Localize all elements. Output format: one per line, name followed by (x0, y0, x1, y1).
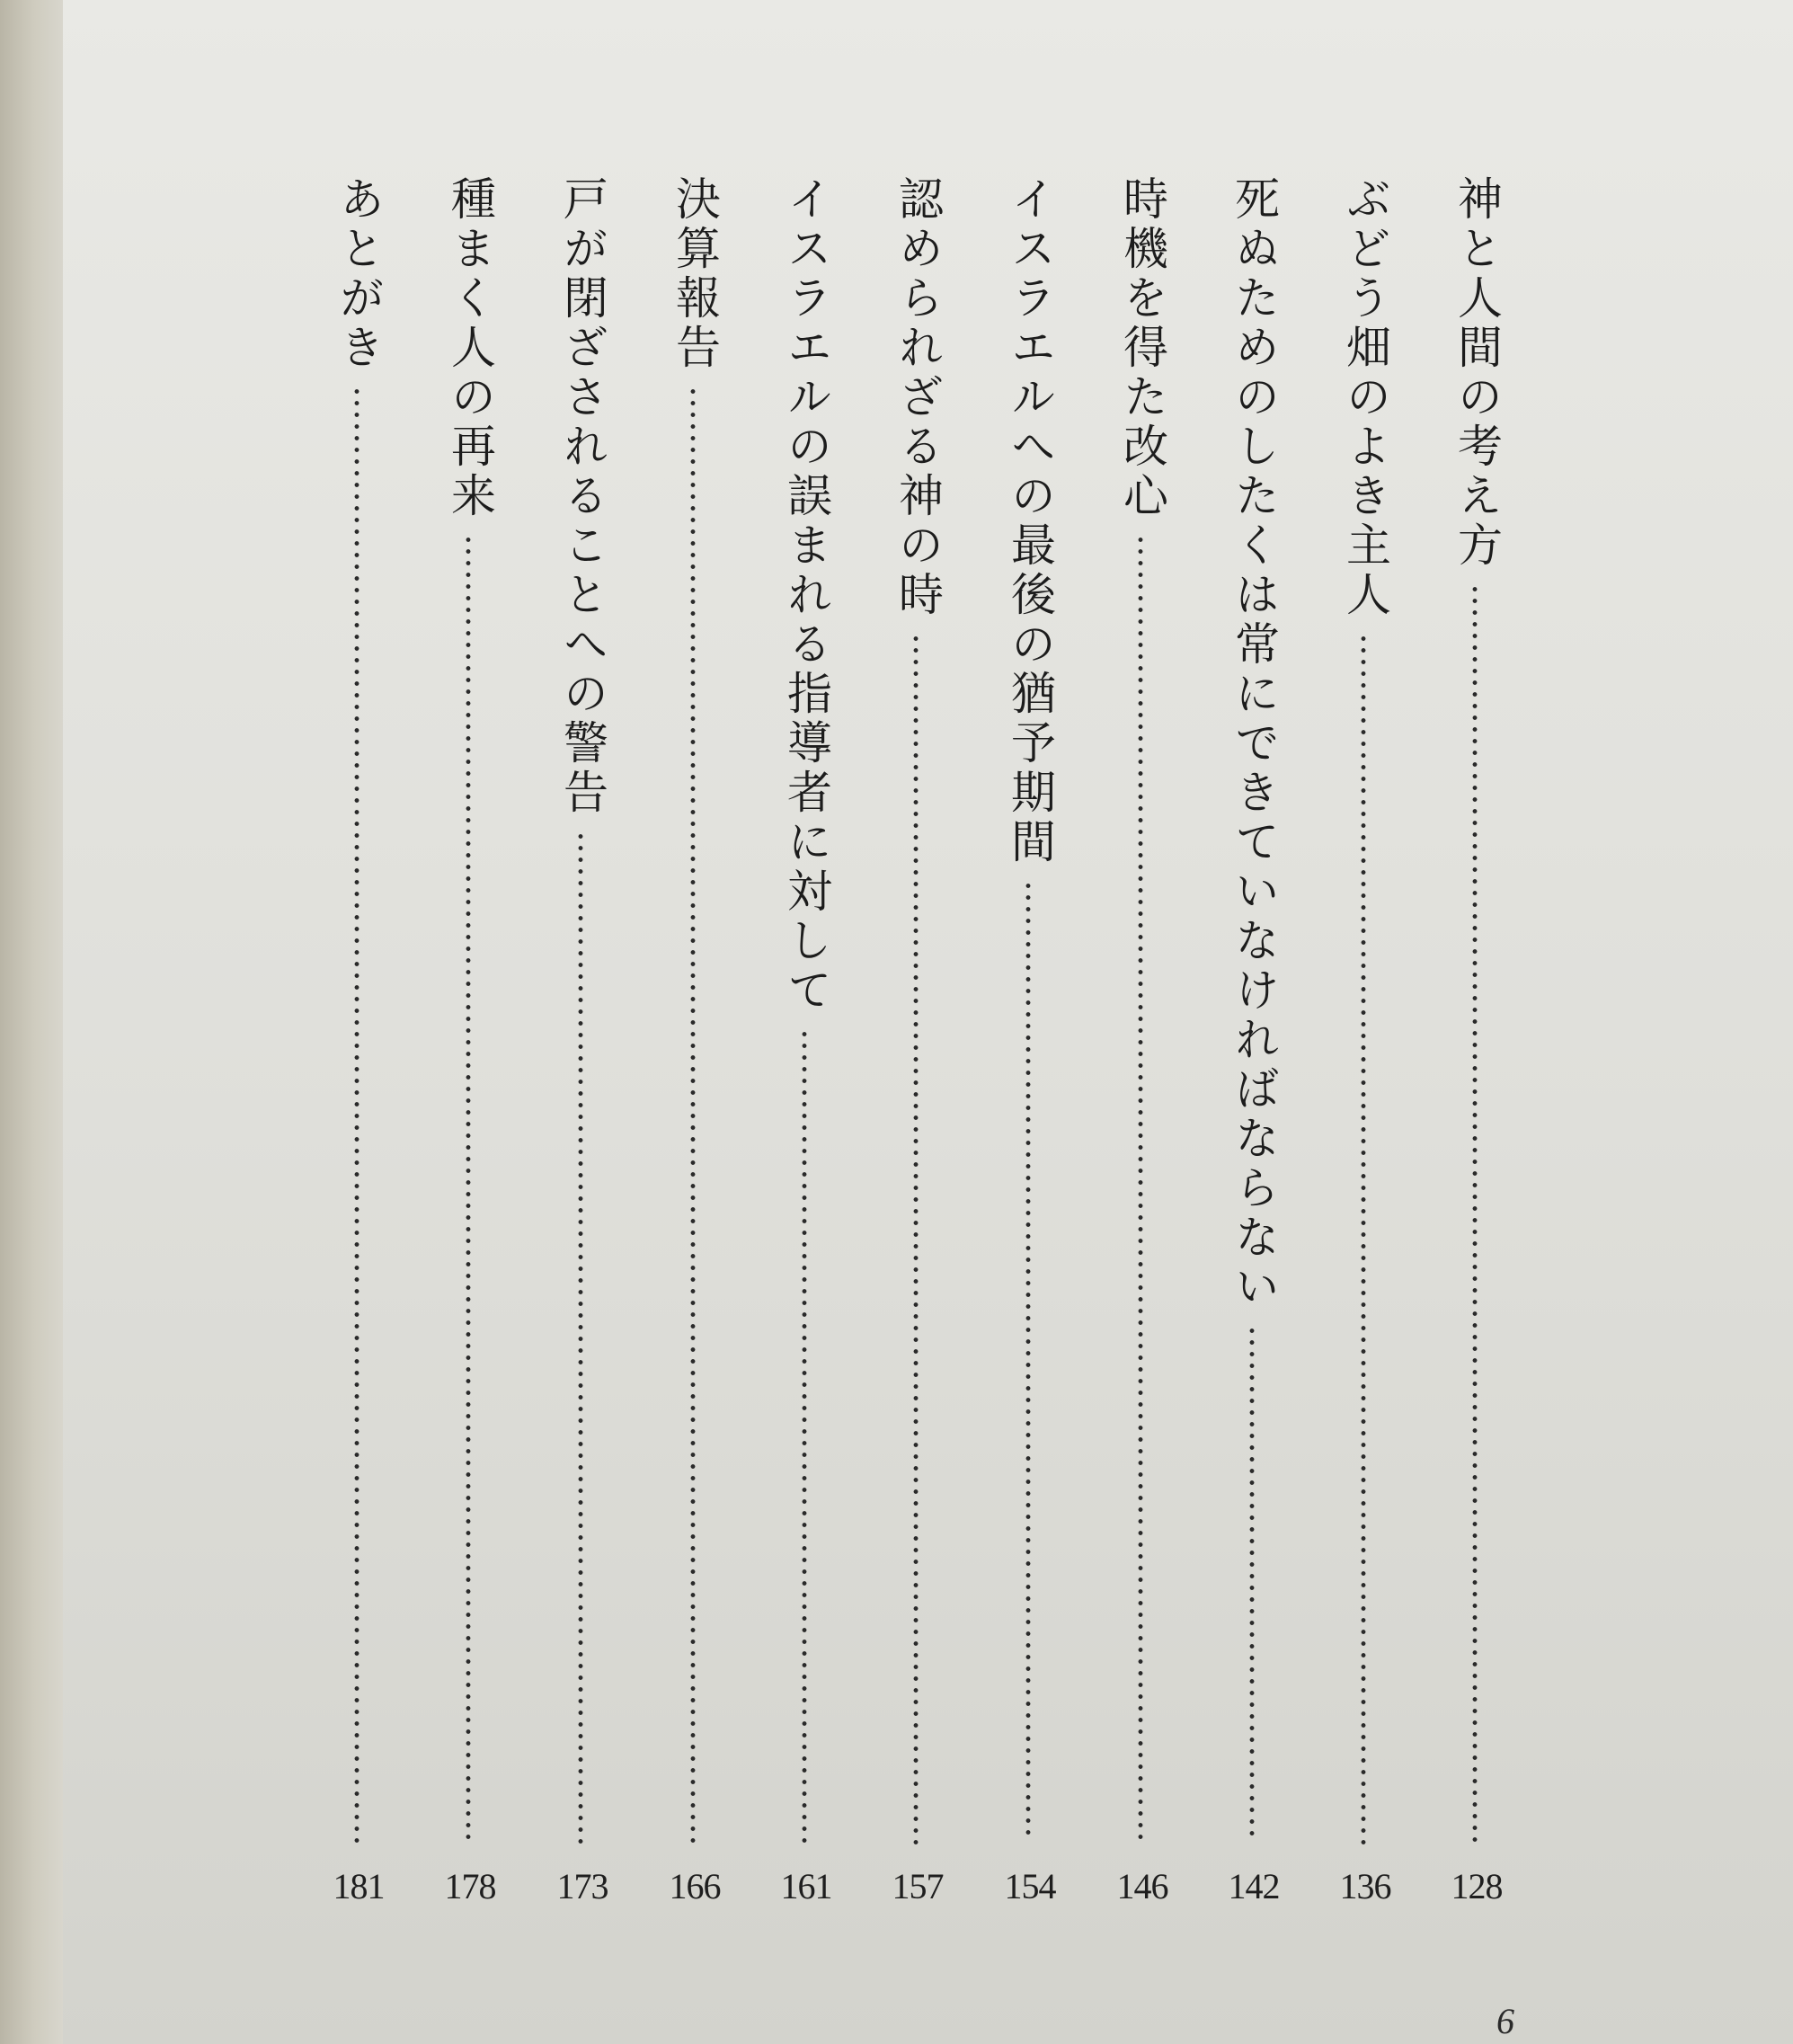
dot-leader (690, 386, 696, 1846)
toc-entry[interactable] (1113, 175, 1172, 1906)
toc-entry-title: あとがき (333, 175, 385, 373)
dot-leader (466, 534, 471, 1843)
dot-leader (1025, 880, 1031, 1838)
toc-entry[interactable] (888, 175, 947, 1906)
toc-entry-page: 128 (1451, 1866, 1503, 1906)
toc-entry-title: 神と人間の考え方 (1451, 175, 1503, 571)
book-gutter (0, 0, 63, 2044)
dot-leader (354, 386, 359, 1846)
dot-leader (802, 1028, 807, 1846)
dot-leader (1249, 1325, 1255, 1839)
toc-entry[interactable] (1000, 175, 1060, 1906)
dot-leader (1138, 534, 1143, 1843)
dot-leader (578, 831, 583, 1847)
toc-entry-page: 173 (556, 1866, 608, 1906)
toc-entry-title: イスラエルの誤まれる指導者に対して (780, 175, 832, 1016)
toc-entry[interactable] (1224, 175, 1283, 1906)
toc-entry[interactable] (329, 175, 388, 1906)
toc-entry-title: 時機を得た改心 (1116, 175, 1168, 521)
toc-entry-page: 146 (1116, 1866, 1168, 1906)
book-page (63, 0, 1793, 2044)
toc-entry-title: 種まく人の再来 (444, 175, 496, 521)
toc-entry-title: 認められざる神の時 (892, 175, 944, 620)
toc-entry[interactable] (1447, 175, 1506, 1906)
toc-entry[interactable] (553, 175, 612, 1906)
dot-leader (1472, 583, 1478, 1845)
toc-entry-page: 157 (892, 1866, 944, 1906)
toc-entry-page: 181 (333, 1866, 385, 1906)
toc-entry-title: 戸が閉ざされることへの警告 (556, 175, 608, 818)
toc-entry[interactable] (1336, 175, 1395, 1906)
dot-leader (1361, 633, 1366, 1848)
toc-entry[interactable] (440, 175, 500, 1906)
toc-entry-page: 166 (669, 1866, 721, 1906)
toc-entry-title: イスラエルへの最後の猶予期間 (1004, 175, 1056, 867)
toc-entry-title: 決算報告 (669, 175, 721, 373)
toc-entry-page: 142 (1228, 1866, 1280, 1906)
toc-entry[interactable] (665, 175, 724, 1906)
dot-leader (913, 633, 919, 1848)
toc-entry-page: 136 (1339, 1866, 1391, 1906)
toc-entry-title: 死ぬためのしたくは常にできていなければならない (1228, 175, 1280, 1312)
toc-entry-page: 178 (444, 1866, 496, 1906)
toc-entry-page: 161 (780, 1866, 832, 1906)
toc-entry[interactable] (777, 175, 836, 1906)
toc-entry-title: ぶどう畑のよき主人 (1339, 175, 1391, 620)
page-folio: 6 (1496, 2001, 1514, 2041)
toc-entry-page: 154 (1004, 1866, 1056, 1906)
